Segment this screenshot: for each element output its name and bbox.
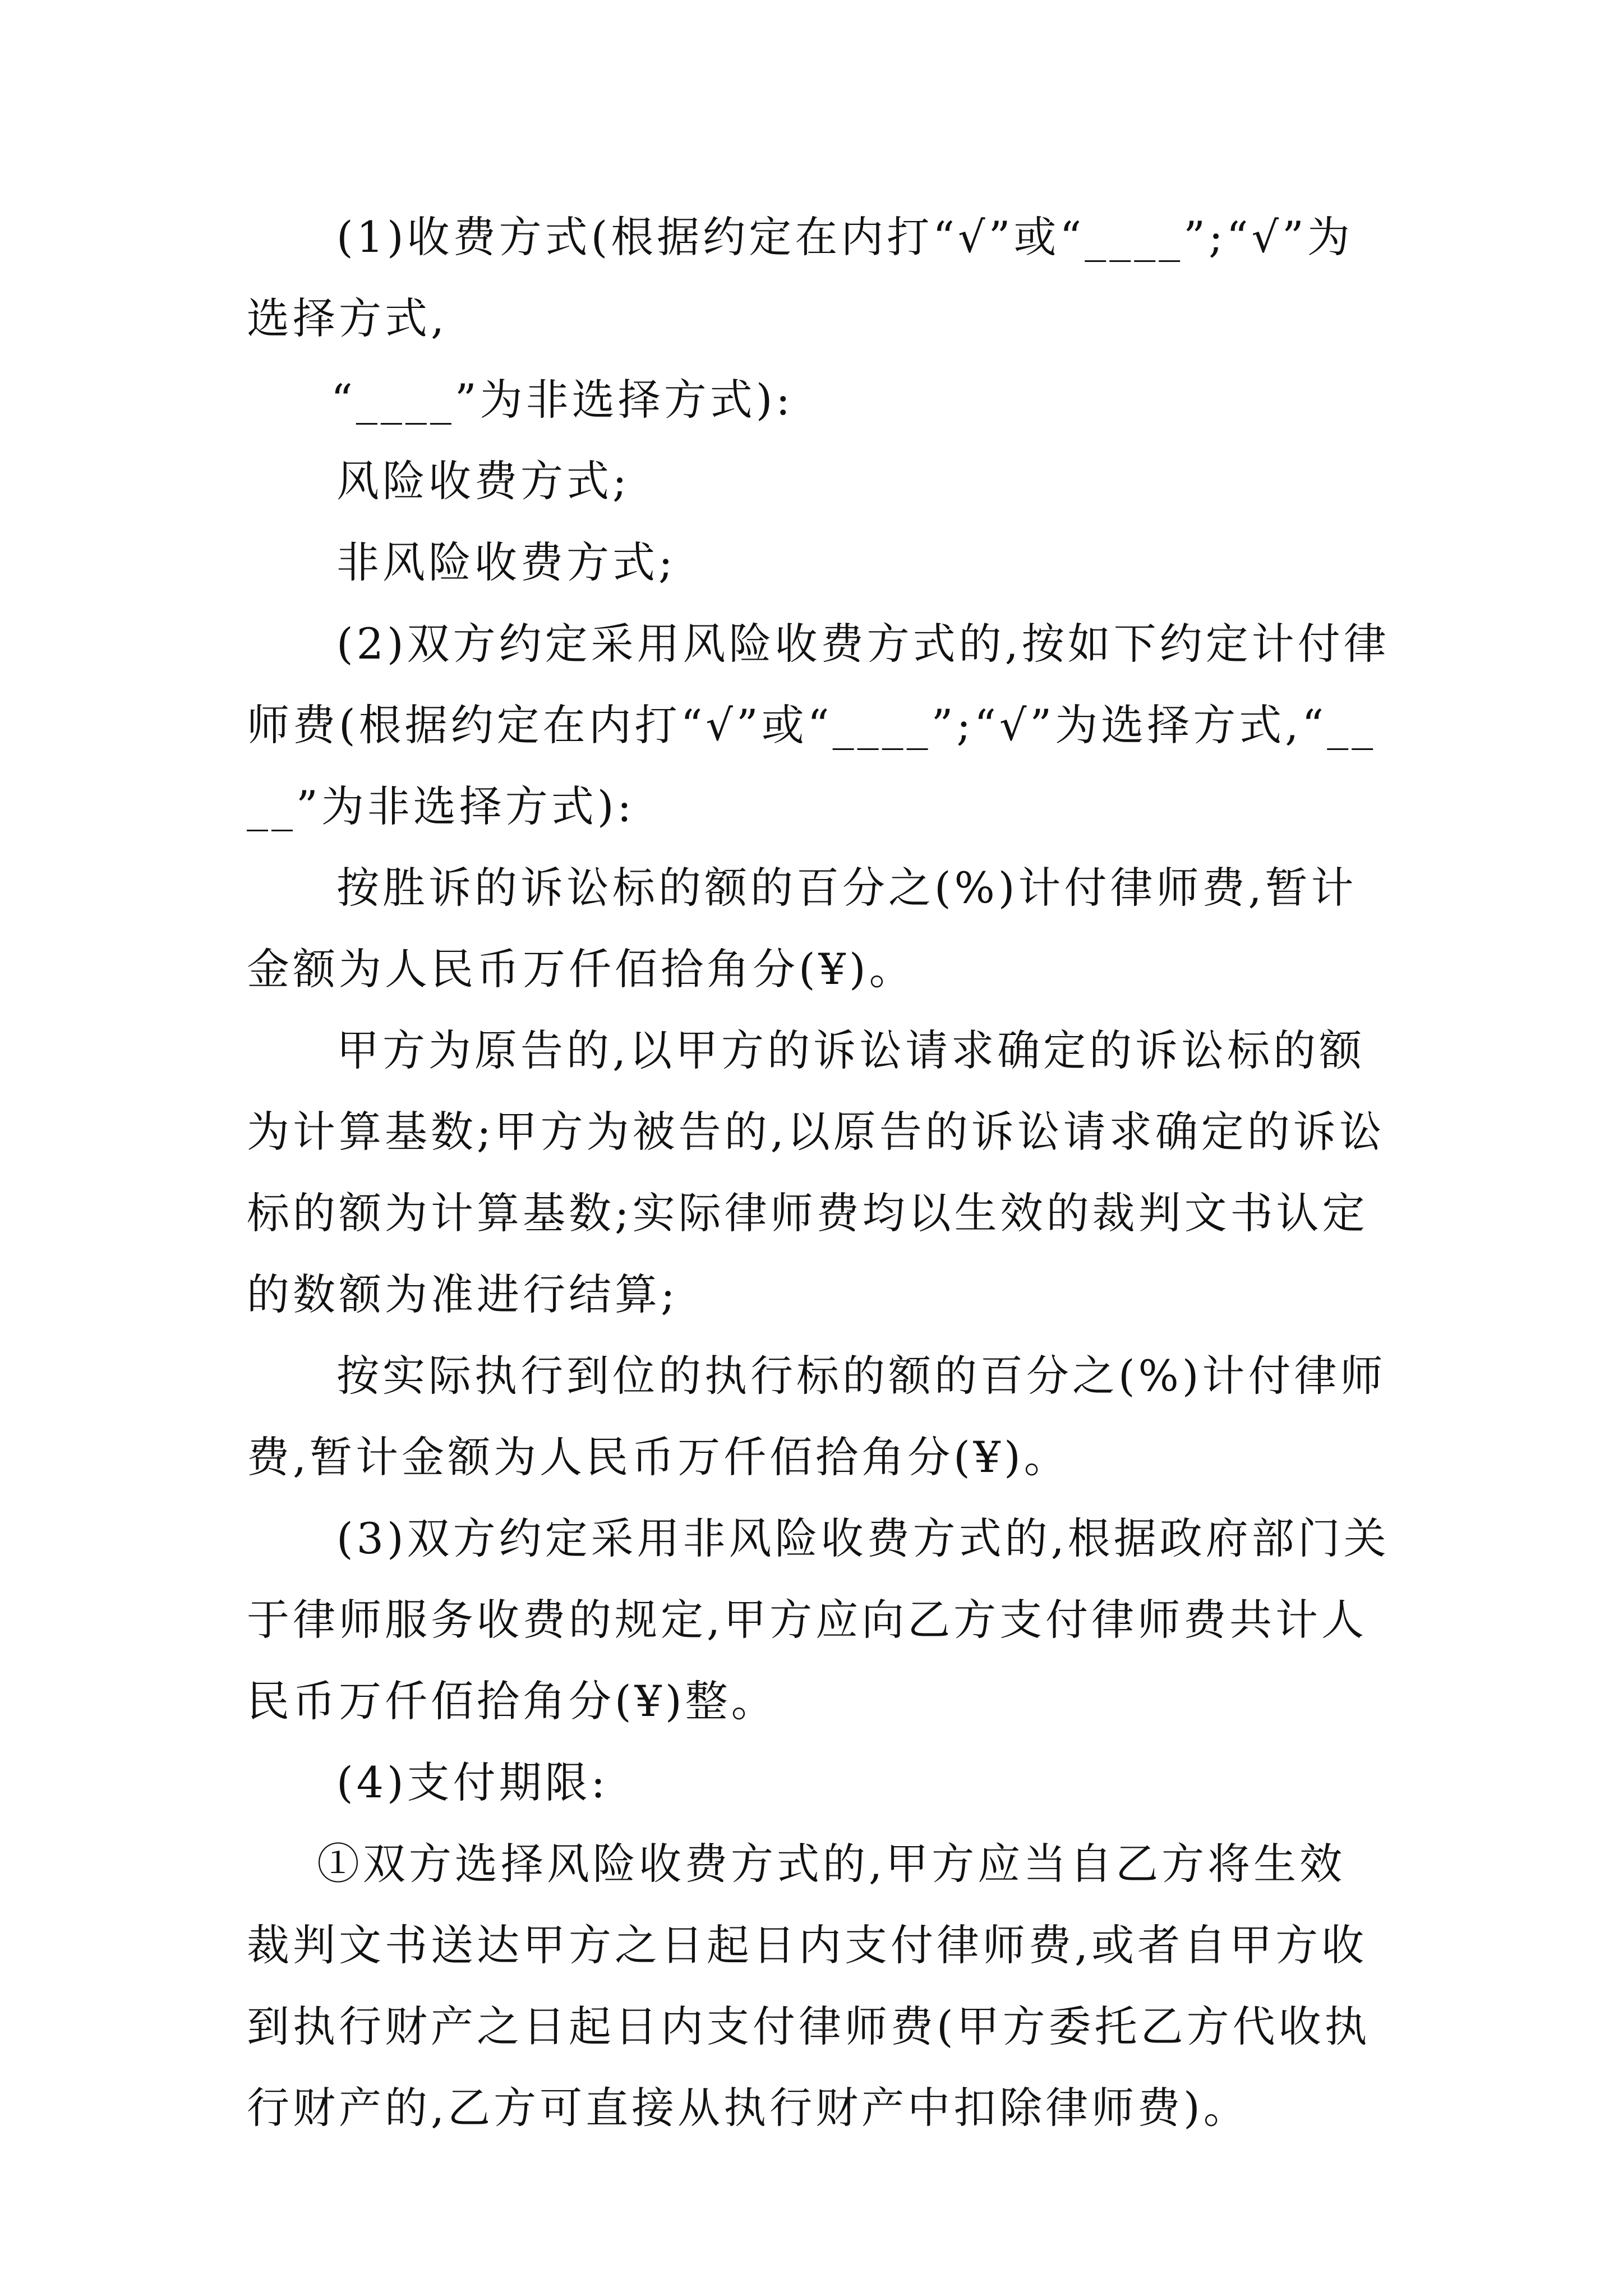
paragraph-payment-term: (4)支付期限: bbox=[336, 1757, 609, 1807]
paragraph-calculation-basis: 甲方为原告的,以甲方的诉讼请求确定的诉讼标的额为计算基数;甲方为被告的,以原告的诉讼请求确定的诉讼标的额为计算基数;实际律师费均以生效的裁判文书认定的数额为准进行结算; bbox=[247, 1025, 1385, 1319]
paragraph-execution-percentage: 按实际执行到位的执行标的额的百分之(%)计付律师费,暂计金额为人民币万仟佰拾角分(¥)。 bbox=[247, 1351, 1386, 1482]
paragraph-non-selection-note: “____”为非选择方式): bbox=[331, 375, 794, 425]
paragraph-non-risk-fee: 非风险收费方式; bbox=[336, 537, 676, 587]
document-body bbox=[247, 196, 1391, 2148]
paragraph-risk-payment-term: ①双方选择风险收费方式的,甲方应当自乙方将生效裁判文书送达甲方之日起日内支付律师费,或者自甲方收到执行财产之日起日内支付律师费(甲方委托乙方代收执行财产的,乙方可直接从执行财产中扣除律师费)。 bbox=[247, 1839, 1371, 2133]
paragraph-risk-fee: 风险收费方式; bbox=[336, 456, 630, 506]
paragraph-risk-fee-agreement: (2)双方约定采用风险收费方式的,按如下约定计付律师费(根据约定在内打“√”或“____”;“√”为选择方式,“____”为非选择方式): bbox=[247, 619, 1390, 831]
paragraph-non-risk-agreement: (3)双方约定采用非风险收费方式的,根据政府部门关于律师服务收费的规定,甲方应向乙方支付律师费共计人民币万仟佰拾角分(¥)整。 bbox=[247, 1513, 1390, 1726]
paragraph-win-percentage: 按胜诉的诉讼标的额的百分之(%)计付律师费,暂计金额为人民币万仟佰拾角分(¥)。 bbox=[247, 863, 1357, 994]
paragraph-fee-method: (1)收费方式(根据约定在内打“√”或“____”;“√”为选择方式, bbox=[247, 212, 1353, 343]
